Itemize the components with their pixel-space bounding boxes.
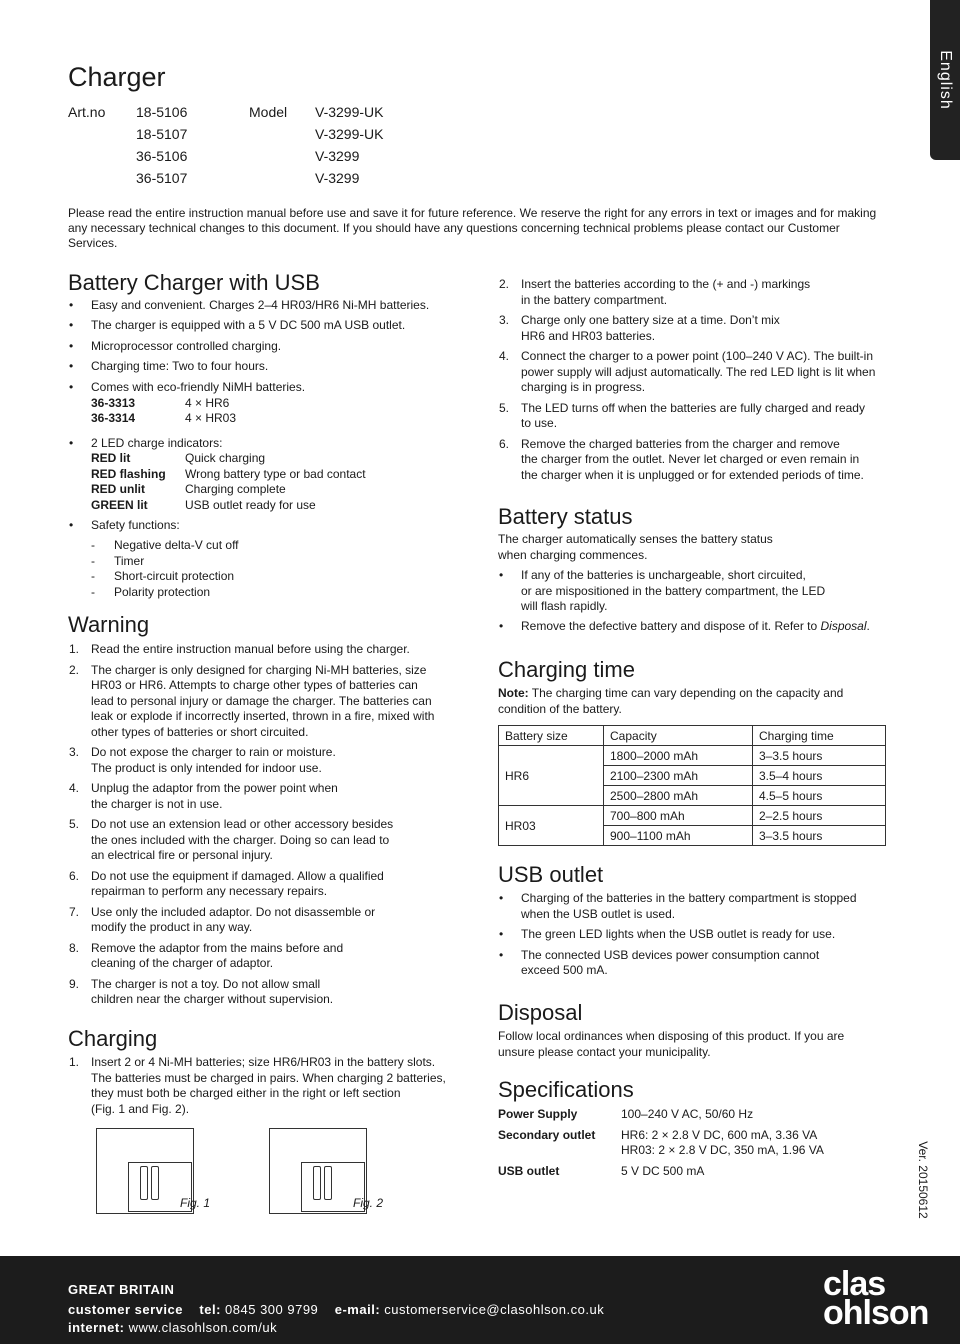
battery-size-cell: HR6: [499, 746, 604, 806]
led-intro: 2 LED charge indicators:: [91, 435, 223, 450]
table-row: [499, 746, 886, 766]
warning-line: the ones included with the charger. Doing so can lead to: [91, 832, 390, 847]
led-state-text: RED unlit: [91, 482, 145, 496]
table-header: Battery size: [499, 726, 604, 746]
pack-code: [91, 411, 135, 427]
warning-line: cleaning of the charger of adaptor.: [91, 956, 274, 970]
footer: [0, 1256, 960, 1344]
figure-1-caption: Fig. 1: [180, 1196, 211, 1210]
battery-status-bullet: If any of the batteries is unchargeable, short circuited,: [521, 568, 806, 582]
feature-item: Charging time: Two to four hours.: [91, 359, 269, 374]
warning-line: lead to personal injury or damage the charger. The batteries can: [91, 693, 432, 708]
art-label: Art.no: [68, 104, 106, 120]
led-meaning: USB outlet ready for use: [185, 497, 316, 512]
usb-outlet-bullet: exceed 500 mA.: [521, 963, 608, 977]
led-state-text: RED flashing: [91, 466, 166, 481]
charging-time-cell: 3.5–4 hours: [753, 766, 886, 786]
warning-line: Use only the included adaptor. Do not disassemble or: [91, 904, 376, 919]
charging-time-table: [498, 725, 886, 846]
model-number: V-3299-UK: [315, 104, 384, 120]
charging-time-cell: 2–2.5 hours: [753, 806, 886, 826]
led-state: [91, 498, 148, 514]
led-state: [91, 451, 130, 467]
warning-line: Do not use the equipment if damaged. Allow a qualified: [91, 868, 384, 883]
safety-item: Timer: [114, 553, 145, 568]
clas-ohlson-logo: [823, 1265, 929, 1332]
battery-status-bullet: or are mispositioned in the battery compartment, the LED: [521, 583, 826, 598]
warning-number: 9.: [69, 976, 80, 991]
charging-right-line: The LED turns off when the batteries are fully charged and ready: [521, 400, 865, 415]
table-header: Charging time: [753, 726, 886, 746]
led-state: [91, 467, 166, 483]
model-number: V-3299: [315, 148, 360, 164]
pack-code: [91, 396, 135, 412]
dash-mark: -: [91, 553, 95, 568]
footer-country: GREAT BRITAIN: [68, 1282, 175, 1297]
charging-right-line: power supply will adjust automatically. The red LED light is lit when: [521, 364, 876, 379]
feature-item: The charger is equipped with a 5 V DC 500 mA USB outlet.: [91, 318, 406, 333]
warning-number: 6.: [69, 868, 80, 883]
battery-icon: [313, 1166, 321, 1200]
warning-line: Do not use an extension lead or other accessory besides: [91, 817, 394, 831]
charging-right-number: 3.: [499, 313, 510, 327]
footer-contact: [68, 1302, 604, 1317]
charging-time-note: condition of the battery.: [498, 702, 622, 716]
footer-email[interactable]: customerservice@clasohlson.co.uk: [384, 1302, 605, 1317]
bullet-dot: •: [69, 338, 74, 353]
capacity-cell: 700–800 mAh: [604, 806, 753, 826]
warning-line: The charger is only designed for charging Ni-MH batteries, size: [91, 662, 427, 677]
bullet-dot: •: [69, 379, 74, 394]
charging-time-cell: 3–3.5 hours: [753, 746, 886, 766]
bullet-dot: •: [499, 619, 504, 633]
charging-right-line: HR6 and HR03 batteries.: [521, 328, 656, 343]
warning-line: Remove the adaptor from the mains before and: [91, 940, 344, 955]
footer-internet-label: internet:: [68, 1320, 125, 1335]
safety-item: Polarity protection: [114, 584, 211, 599]
charging-right-line: Remove the charged batteries from the charger and remove: [521, 436, 840, 451]
led-state-text: RED lit: [91, 451, 131, 465]
battery-charger-heading: Battery Charger with USB: [68, 270, 320, 295]
spec-label-text: Secondary outlet: [498, 1127, 596, 1142]
intro-text: Please read the entire instruction manual before use and save it for future reference. We reserve the right for any errors in text or images and for making any necessary technical changes to this document. If you should have any questions concerning technical problems please contact our Customer Services.: [68, 206, 877, 250]
footer-cs-label: customer service: [68, 1302, 183, 1317]
charging-right-line: Charge only one battery size at a time. Don’t mix: [521, 313, 780, 327]
charging-right-number: 5.: [499, 400, 510, 415]
bullet-dot: •: [499, 927, 504, 941]
warning-line: The product is only intended for indoor use.: [91, 760, 322, 775]
charging-right-line: the charger from the outlet. Never let charged or even remain in: [521, 452, 860, 466]
pack-code-text: 36-3313: [91, 395, 136, 410]
warning-number: 2.: [69, 662, 80, 677]
capacity-cell: 2500–2800 mAh: [604, 786, 753, 806]
safety-item: Short-circuit protection: [114, 569, 235, 583]
disposal-text: Follow local ordinances when disposing of this product. If you are: [498, 1029, 845, 1043]
bullet-dot: •: [499, 947, 504, 962]
warning-line: The charger is not a toy. Do not allow small: [91, 976, 321, 991]
bullet-dot: •: [499, 568, 504, 582]
footer-tel[interactable]: 0845 300 9799: [225, 1302, 319, 1317]
dash-mark: -: [91, 584, 95, 599]
warning-line: modify the product in any way.: [91, 920, 253, 934]
charging-right-line: Insert the batteries according to the (+ and -) markings: [521, 277, 811, 291]
dash-mark: -: [91, 569, 95, 583]
warning-line: repairman to perform any necessary repairs.: [91, 884, 328, 898]
charging-line: (Fig. 1 and Fig. 2).: [91, 1101, 190, 1116]
disposal-text: unsure please contact your municipality.: [498, 1044, 711, 1059]
pack-desc: 4 × HR03: [185, 411, 237, 425]
spec-value: 5 V DC 500 mA: [621, 1163, 705, 1178]
battery-status-bullet: will flash rapidly.: [521, 599, 608, 613]
charging-time-cell: 3–3.5 hours: [753, 826, 886, 846]
warning-number: 5.: [69, 817, 80, 831]
pack-desc: 4 × HR6: [185, 395, 230, 410]
language-tab: [930, 0, 960, 160]
usb-outlet-bullet: The connected USB devices power consumption cannot: [521, 947, 820, 962]
art-number: 36-5106: [136, 148, 188, 164]
feature-item: Comes with eco-friendly NiMH batteries.: [91, 379, 306, 394]
dash-mark: -: [91, 538, 95, 552]
bullet-dot: •: [69, 435, 74, 450]
warning-number: 1.: [69, 642, 80, 656]
safety-intro: Safety functions:: [91, 518, 180, 532]
spec-label: [498, 1128, 595, 1144]
version-label: Ver. 20150612: [916, 1141, 930, 1219]
warning-number: 8.: [69, 940, 80, 955]
warning-line: children near the charger without supervision.: [91, 992, 334, 1006]
logo-line-2: ohlson: [823, 1294, 929, 1332]
warning-line: Unplug the adaptor from the power point when: [91, 781, 338, 795]
footer-tel-label: tel:: [199, 1302, 221, 1317]
safety-item: Negative delta-V cut off: [114, 538, 239, 552]
spec-label-text: Power Supply: [498, 1107, 578, 1121]
warning-line: an electrical fire or personal injury.: [91, 848, 273, 862]
warning-number: 3.: [69, 745, 80, 759]
led-meaning: Charging complete: [185, 482, 286, 496]
warning-line: other types of batteries or short circuited.: [91, 724, 309, 739]
battery-icon: [151, 1166, 159, 1200]
warning-line: leak or explode if incorrectly inserted, thrown in a fire, mixed with: [91, 709, 435, 723]
led-meaning: Quick charging: [185, 451, 266, 465]
capacity-cell: 2100–2300 mAh: [604, 766, 753, 786]
charging-right-line: Connect the charger to a power point (100–240 V AC). The built-in: [521, 349, 873, 363]
footer-internet[interactable]: www.clasohlson.com/uk: [128, 1320, 278, 1335]
warning-line: HR03 or HR6. Attempts to charge other types of batteries can: [91, 678, 418, 692]
charging-line: Insert 2 or 4 Ni-MH batteries; size HR6/HR03 in the battery slots.: [91, 1055, 436, 1069]
spec-value: HR03: 2 × 2.8 V DC, 350 mA, 1.96 VA: [621, 1143, 824, 1157]
disposal-heading: Disposal: [498, 1000, 583, 1025]
warning-line: Do not expose the charger to rain or moisture.: [91, 745, 336, 759]
usb-outlet-bullet: when the USB outlet is used.: [521, 906, 676, 921]
bullet-dot: •: [69, 518, 74, 532]
battery-icon: [324, 1166, 332, 1200]
feature-item: Microprocessor controlled charging.: [91, 338, 282, 353]
charging-right-line: the charger when it is unplugged or for extended periods of time.: [521, 467, 864, 482]
battery-status-intro: when charging commences.: [498, 547, 648, 562]
battery-status-bullet: Remove the defective battery and dispose of it. Refer to Disposal.: [521, 619, 870, 633]
charging-line: they must both be charged either in the right or left section: [91, 1086, 401, 1100]
table-row: [499, 806, 886, 826]
spec-label-text: USB outlet: [498, 1163, 560, 1178]
note-label: Note:: [498, 686, 529, 700]
led-meaning: Wrong battery type or bad contact: [185, 466, 366, 481]
charging-time-note: Note: The charging time can vary depending on the capacity and: [498, 686, 844, 700]
art-number: 36-5107: [136, 170, 188, 186]
pack-code-text: 36-3314: [91, 411, 136, 425]
model-number: V-3299: [315, 170, 360, 186]
footer-email-label: e-mail:: [334, 1302, 381, 1317]
warning-heading: Warning: [68, 612, 150, 637]
table-header-row: [499, 726, 886, 746]
art-number: 18-5106: [136, 104, 188, 120]
battery-icon: [140, 1166, 148, 1200]
battery-status-heading: Battery status: [498, 504, 633, 529]
battery-status-intro: The charger automatically senses the battery status: [498, 532, 773, 546]
charging-right-number: 4.: [499, 349, 510, 363]
capacity-cell: 1800–2000 mAh: [604, 746, 753, 766]
spec-label: [498, 1107, 577, 1123]
usb-outlet-heading: USB outlet: [498, 862, 604, 887]
charging-heading: Charging: [68, 1026, 158, 1051]
charging-right-line: in the battery compartment.: [521, 292, 668, 307]
bullet-dot: •: [69, 359, 74, 374]
warning-number: 4.: [69, 781, 80, 795]
usb-outlet-bullet: Charging of the batteries in the battery compartment is stopped: [521, 891, 857, 905]
art-number: 18-5107: [136, 126, 188, 142]
bullet-dot: •: [499, 891, 504, 905]
language-label: English: [937, 50, 954, 110]
logo-line-1: clas: [823, 1265, 886, 1303]
charging-time-heading: Charging time: [498, 657, 635, 682]
bullet-dot: •: [69, 318, 74, 333]
specifications-heading: Specifications: [498, 1077, 634, 1102]
spec-value: HR6: 2 × 2.8 V DC, 600 mA, 3.36 VA: [621, 1127, 818, 1142]
charging-right-number: 6.: [499, 436, 510, 451]
model-number: V-3299-UK: [315, 126, 384, 142]
usb-outlet-bullet: The green LED lights when the USB outlet is ready for use.: [521, 927, 836, 941]
capacity-cell: 900–1100 mAh: [604, 826, 753, 846]
page-title: Charger: [68, 62, 166, 92]
led-state: [91, 482, 145, 498]
charging-right-number: 2.: [499, 277, 510, 291]
battery-size-cell: HR03: [499, 806, 604, 846]
warning-number: 7.: [69, 904, 80, 919]
model-label: Model: [249, 104, 288, 120]
feature-item: Easy and convenient. Charges 2–4 HR03/HR6 Ni-MH batteries.: [91, 298, 430, 312]
charging-number: 1.: [69, 1055, 80, 1069]
spec-label: [498, 1164, 559, 1180]
footer-web: [68, 1320, 277, 1335]
disposal-ref: Disposal: [820, 619, 867, 633]
warning-line: the charger is not in use.: [91, 796, 223, 811]
bullet-dot: •: [69, 298, 74, 312]
warning-line: Read the entire instruction manual before using the charger.: [91, 642, 410, 656]
charging-right-line: charging is in progress.: [521, 380, 646, 394]
charging-time-cell: 4.5–5 hours: [753, 786, 886, 806]
spec-value: 100–240 V AC, 50/60 Hz: [621, 1107, 754, 1121]
charging-right-line: to use.: [521, 416, 558, 430]
table-header: Capacity: [604, 726, 753, 746]
led-state-text: GREEN lit: [91, 497, 148, 512]
figure-2-caption: Fig. 2: [353, 1196, 384, 1210]
charging-line: The batteries must be charged in pairs. When charging 2 batteries,: [91, 1070, 446, 1085]
